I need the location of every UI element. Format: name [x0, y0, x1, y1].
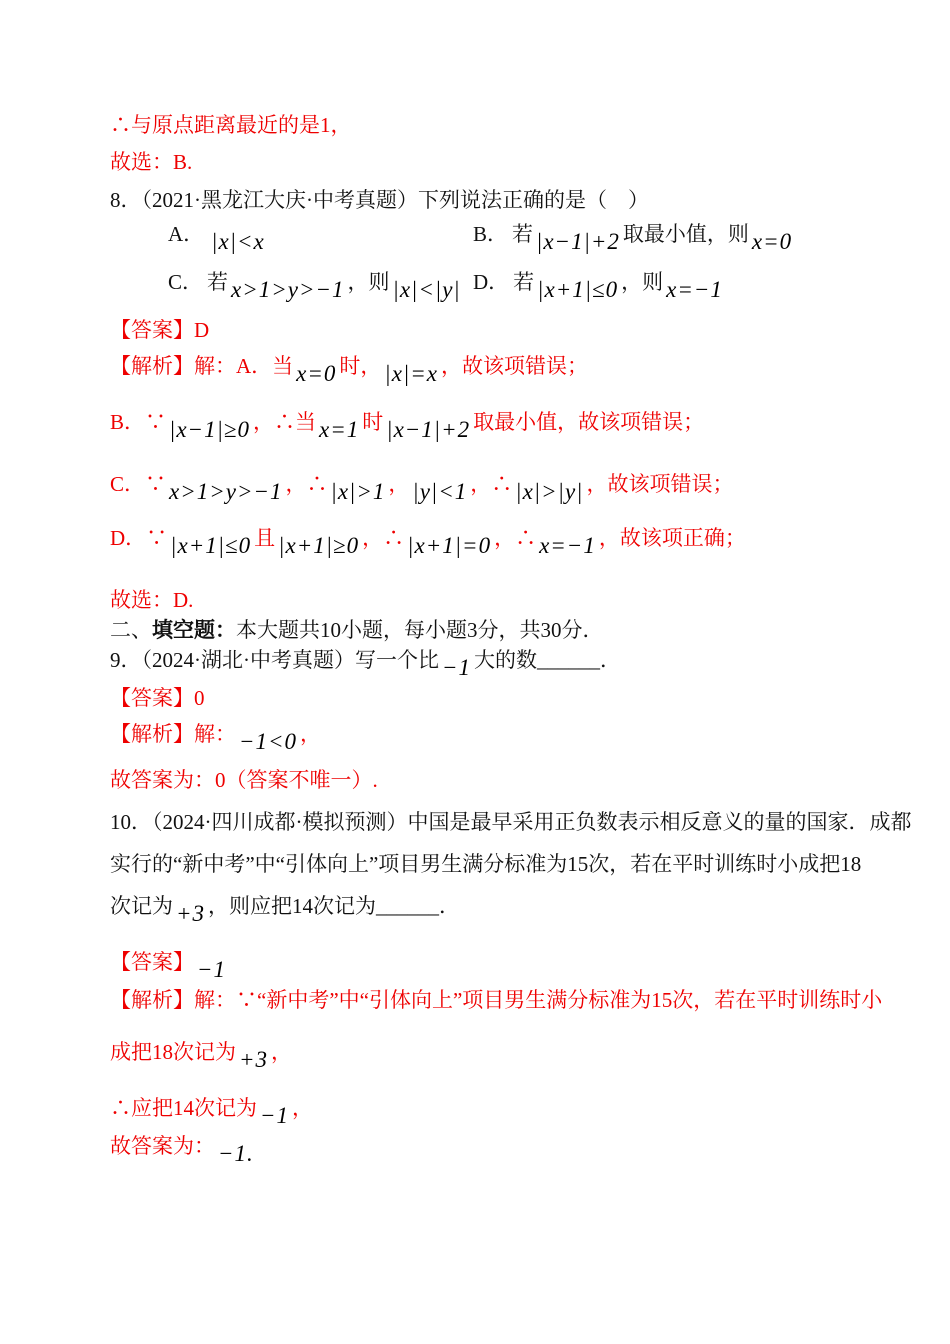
text-run: 时， [339, 354, 382, 378]
q10-answer-line [110, 949, 858, 982]
math-expression: −1<0 [239, 729, 298, 754]
prev-question-conclusion: ∴与原点距离最近的是1， [110, 113, 352, 137]
q8-option-b-label: B． [473, 222, 509, 246]
text-run: ， [271, 1040, 293, 1064]
q10-stem-line-3 [110, 893, 858, 926]
q9-answer-line [110, 685, 858, 711]
text-run: 9．（2024·湖北·中考真题）写一个比 [110, 648, 439, 672]
section-2-description: 本大题共10小题，每小题3分，共30分． [236, 618, 604, 642]
text-run: ， [300, 722, 322, 746]
text-run: ，故该项正确； [598, 526, 746, 550]
text-run: 若 [512, 222, 534, 246]
q10-analysis-line-2 [110, 1039, 858, 1072]
q8-option-a [168, 221, 473, 254]
math-expression: x=−1 [666, 277, 723, 302]
math-expression: −1 [197, 957, 227, 982]
math-expression: |x−1|+2 [536, 229, 620, 254]
math-expression: |x+1|≤0 [537, 277, 619, 302]
q8-option-b [473, 221, 858, 254]
text-run: 取最小值，故该项错误； [473, 410, 705, 434]
math-expression: +3 [239, 1047, 269, 1072]
text-run: 成把18次记为 [110, 1040, 236, 1064]
q8-option-a-content [208, 222, 268, 254]
q8-stem: 8．（2021·黑龙江大庆·中考真题）下列说法正确的是（ ） [110, 188, 649, 212]
text-run: 大的数______． [474, 648, 622, 672]
text-run: ，∴ [494, 526, 537, 550]
q8-option-b-content [512, 222, 795, 254]
math-expression: |x|=x [384, 361, 438, 386]
q10-stem-line-1: 10．（2024·四川成都·模拟预测）中国是最早采用正负数表示相反意义的量的国家．成都 [110, 810, 912, 834]
q8-analysis-option-b [110, 409, 858, 442]
text-run: ，故该项错误； [441, 354, 588, 378]
q8-option-d-label: D． [473, 270, 510, 294]
text-run: ，故该项错误； [586, 472, 734, 496]
math-expression: x=1 [319, 417, 360, 442]
math-expression: |x+1|≥0 [278, 533, 360, 558]
section-2-header [110, 617, 858, 643]
text-run: 【答案】 [110, 318, 194, 342]
math-expression: x>1>y>−1 [231, 277, 345, 302]
text-run: D．∵ [110, 526, 168, 550]
text-run: ，∴ [470, 472, 513, 496]
text-run: B．∵ [110, 410, 167, 434]
text-run: ，则 [347, 270, 390, 294]
text-run: ∴应把14次记为 [110, 1096, 257, 1120]
text-run: C．∵ [110, 472, 167, 496]
math-expression: −1. [218, 1141, 254, 1166]
text-run: ，∴当 [253, 410, 317, 434]
math-expression: x>1>y>−1 [169, 479, 283, 504]
text-run: 故答案为： [110, 1134, 215, 1158]
text-run: ， [388, 472, 410, 496]
text-run: 取最小值，则 [622, 222, 749, 246]
math-expression: −1 [442, 655, 472, 680]
math-expression: |y|<1 [412, 479, 468, 504]
q9-analysis-line [110, 721, 858, 754]
math-expression: |x+1|=0 [407, 533, 492, 558]
q10-conclusion-line-2 [110, 1133, 858, 1166]
text-run: 0 [194, 686, 205, 710]
text-run: ， [292, 1096, 314, 1120]
math-expression: |x+1|≤0 [170, 533, 252, 558]
q9-stem [110, 647, 858, 680]
q8-choice-line: 故选：D. [110, 588, 194, 612]
math-expression: |x|>1 [330, 479, 386, 504]
q8-answer-line [110, 317, 858, 343]
text-run: 若 [513, 270, 535, 294]
text-run: ，∴ [285, 472, 328, 496]
q8-option-d-content [513, 270, 726, 302]
q10-analysis-line-1: 【解析】解：∵“新中考”中“引体向上”项目男生满分标准为15次，若在平时训练时小 [110, 988, 883, 1012]
q10-conclusion-line-1 [110, 1095, 858, 1128]
math-expression: |x|<|y| [392, 277, 461, 302]
math-expression: x=0 [751, 229, 793, 254]
text-run: ，则应把14次记为______． [208, 894, 461, 918]
text-run: ，则 [621, 270, 664, 294]
text-run: 次记为 [110, 894, 173, 918]
q8-options [110, 221, 858, 302]
section-2-numbering: 二、 [110, 618, 152, 642]
math-expression: |x|<x [211, 229, 265, 254]
text-run: 【答案】 [110, 686, 194, 710]
q8-option-d [473, 269, 858, 302]
text-run: 且 [254, 526, 276, 550]
text-run: ，∴ [362, 526, 405, 550]
q10-stem-line-2: 实行的“新中考”中“引体向上”项目男生满分标准为15次，若在平时训练时小成把18 [110, 852, 862, 876]
text-run: 若 [207, 270, 229, 294]
text-run: 【答案】 [110, 950, 194, 974]
math-expression: |x|>|y| [515, 479, 584, 504]
text-run: 时 [362, 410, 384, 434]
prev-question-choice: 故选：B. [110, 150, 193, 174]
q8-option-c-content [207, 270, 464, 302]
math-expression: x=−1 [539, 533, 596, 558]
math-expression: |x−1|+2 [386, 417, 471, 442]
q8-analysis-option-a [110, 353, 858, 386]
text-run: 【解析】解： [110, 722, 236, 746]
math-expression: |x−1|≥0 [169, 417, 251, 442]
q8-option-c [168, 269, 473, 302]
math-expression: −1 [260, 1103, 290, 1128]
math-expression: x=0 [296, 361, 337, 386]
math-expression: +3 [176, 901, 206, 926]
q8-option-c-label: C． [168, 270, 204, 294]
q8-option-a-label: A． [168, 222, 205, 246]
text-run: 【解析】解：A．当 [110, 354, 294, 378]
text-run: D [194, 318, 210, 342]
section-2-title: 填空题： [152, 618, 236, 642]
q9-conclusion-line: 故答案为：0（答案不唯一）. [110, 768, 378, 792]
q8-analysis-option-c [110, 471, 858, 504]
q8-analysis-option-d [110, 525, 858, 558]
